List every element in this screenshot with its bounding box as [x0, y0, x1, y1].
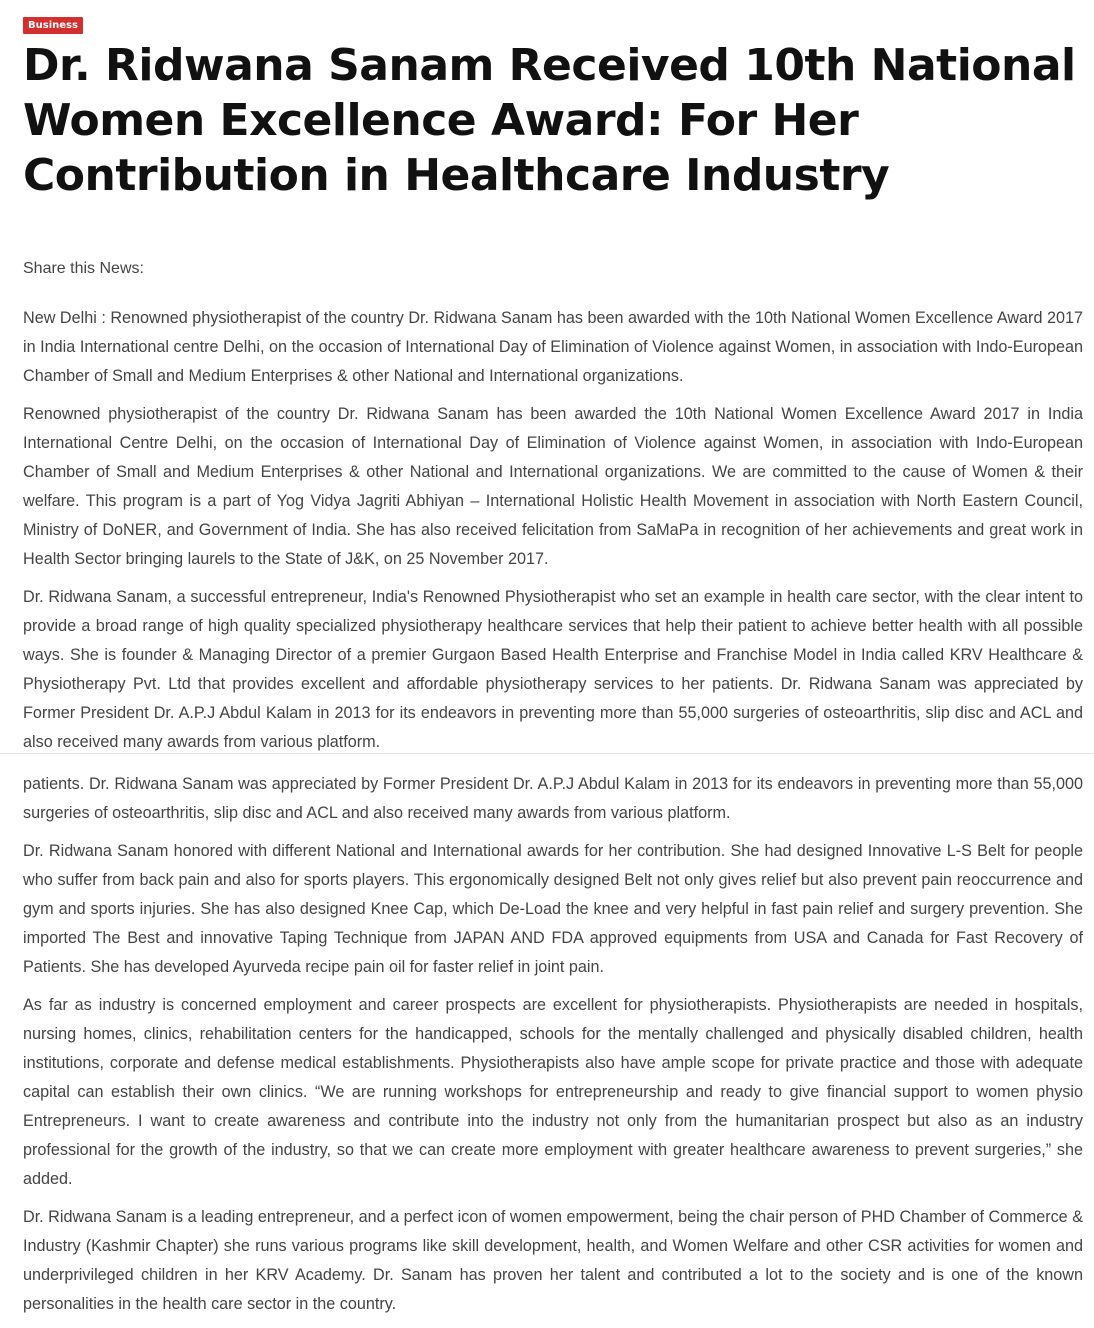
- paragraph: As far as industry is concerned employment and career prospects are excellent for physiotherapists. Physiotherapists are needed in hospitals, nursing homes, clinics, rehabilitation centers for the handicapped, schools for the mentally challenged and physically disabled children, health institutions, corporate and defense medical establishments. Physiotherapists also have ample scope for private practice and those with adequate capital can establish their own clinics. “We are running workshops for entrepreneurship and ready to give financial support to women physio Entrepreneurs. I want to create awareness and contribute into the industry not only from the humanitarian prospect but also as an industry professional for the growth of the industry, so that we can create more employment with greater healthcare awareness to prevent surgeries,” she added.: [23, 996, 1083, 1188]
- paragraph: patients. Dr. Ridwana Sanam was appreciated by Former President Dr. A.P.J Abdul Kalam in 2013 for its endeavors in preventing more than 55,000 surgeries of osteoarthritis, slip disc and ACL and also received many awards from various platform.: [23, 775, 1083, 822]
- paragraph: Renowned physiotherapist of the country Dr. Ridwana Sanam has been awarded the 10th National Women Excellence Award 2017 in India International Centre Delhi, on the occasion of International Day of Elimination of Violence against Women, in association with Indo-European Chamber of Small and Medium Enterprises & other National and International organizations. We are committed to the cause of Women & their welfare. This program is a part of Yog Vidya Jagriti Abhiyan – International Holistic Health Movement in association with North Eastern Council, Ministry of DoNER, and Government of India. She has also received felicitation from SaMaPa in recognition of her achievements and great work in Health Sector bringing laurels to the State of J&K, on 25 November 2017.: [23, 405, 1083, 568]
- category-badge[interactable]: Business: [23, 17, 83, 34]
- paragraph: New Delhi : Renowned physiotherapist of the country Dr. Ridwana Sanam has been awarded with the 10th National Women Excellence Award 2017 in India International centre Delhi, on the occasion of International Day of Elimination of Violence against Women, in association with Indo-European Chamber of Small and Medium Enterprises & other National and International organizations.: [23, 309, 1083, 385]
- paragraph: Dr. Ridwana Sanam, a successful entrepreneur, India's Renowned Physiotherapist who set an example in health care sector, with the clear intent to provide a broad range of high quality specialized physiotherapy healthcare services that help their patient to achieve better health with all possible ways. She is founder & Managing Director of a premier Gurgaon Based Health Enterprise and Franchise Model in India called KRV Healthcare & Physiotherapy Pvt. Ltd that provides excellent and affordable physiotherapy services to her patients. Dr. Ridwana Sanam was appreciated by Former President Dr. A.P.J Abdul Kalam in 2013 for its endeavors in preventing more than 55,000 surgeries of osteoarthritis, slip disc and ACL and also received many awards from various platform.: [23, 588, 1083, 751]
- article-body-upper: [23, 304, 1083, 766]
- share-label: Share this News:: [23, 260, 144, 277]
- article: [23, 15, 1083, 1313]
- article-title: Dr. Ridwana Sanam Received 10th National Women Excellence Award: For Her Contribution in Healthcare Industry: [23, 40, 1076, 201]
- paragraph: Dr. Ridwana Sanam honored with different National and International awards for her contribution. She had designed Innovative L-S Belt for people who suffer from back pain and also for sports players. This ergonomically designed Belt not only gives relief but also prevent pain reoccurrence and gym and sports injuries. She has also designed Knee Cap, which De-Load the knee and very helpful in fast pain relief and surgery prevention. She imported The Best and innovative Taping Technique from JAPAN AND FDA approved equipments from USA and Canada for Fast Recovery of Patients. She has developed Ayurveda recipe pain oil for faster relief in joint pain.: [23, 842, 1083, 976]
- article-body-lower: [23, 770, 1083, 1328]
- screenshot-seam-divider: [0, 753, 1094, 754]
- paragraph: Dr. Ridwana Sanam is a leading entrepreneur, and a perfect icon of women empowerment, being the chair person of PHD Chamber of Commerce & Industry (Kashmir Chapter) she runs various programs like skill development, health, and Women Welfare and other CSR activities for women and underprivileged children in her KRV Academy. Dr. Sanam has proven her talent and contributed a lot to the society and is one of the known personalities in the health care sector in the country.: [23, 1208, 1083, 1313]
